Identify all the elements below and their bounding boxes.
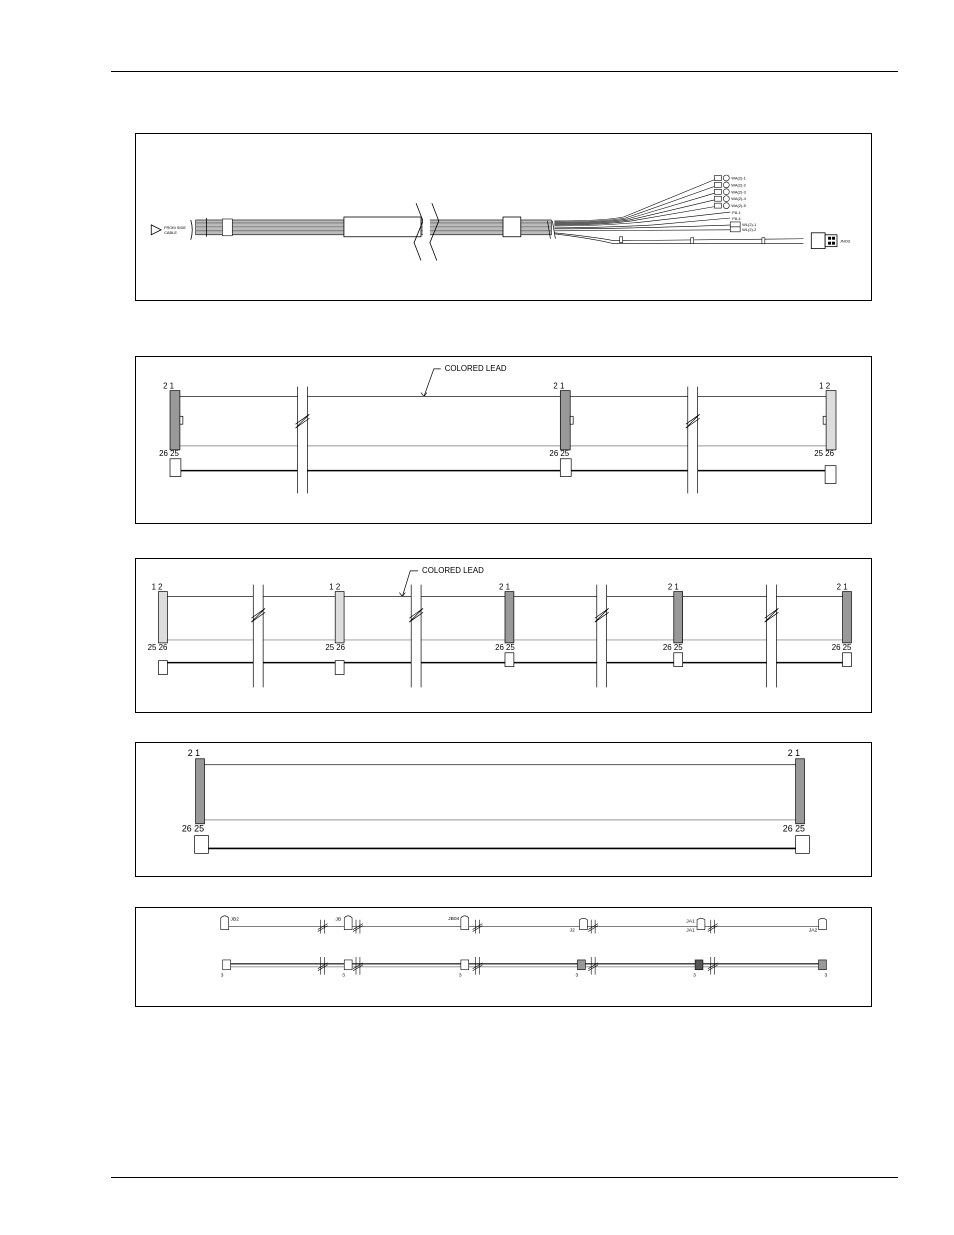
pin-label-right-bot: 26 25 xyxy=(782,823,805,834)
label-ja2: JA2 xyxy=(808,928,818,934)
end-label-6: P8-1 xyxy=(732,210,741,216)
pin-label-left-top: 2 1 xyxy=(187,747,201,758)
pin-label-left-top: 2 1 xyxy=(163,381,175,391)
harness-panel-1 xyxy=(135,133,872,301)
ribbon-drawing-3 xyxy=(136,559,871,712)
label-ja1-b: JA1 xyxy=(686,928,695,934)
harness-drawing-5 xyxy=(136,908,871,1006)
pin-label-mid-top: 2 1 xyxy=(553,381,565,391)
pin-label-right-top: 2 1 xyxy=(787,747,801,758)
pin-label-c4-top: 2 1 xyxy=(667,582,679,592)
pin-label-c1-bot: 25 26 xyxy=(147,642,168,652)
end-label-2: WA(2)-2 xyxy=(731,182,746,188)
harness-panel-2 xyxy=(135,356,872,524)
end-label-7: P8-4 xyxy=(732,215,741,221)
from-side-label-2: CABLE xyxy=(164,229,178,235)
connector-label: JNO3 xyxy=(839,238,851,244)
colored-lead-label: COLORED LEAD xyxy=(422,565,484,575)
header-rule xyxy=(111,71,898,72)
end-label-8: WL(2)-1 xyxy=(742,221,757,227)
harness-panel-5 xyxy=(135,907,872,1007)
label-jb04: JB04 xyxy=(448,916,460,922)
label-3-2: 3 xyxy=(342,973,346,979)
from-side-label: FROM SIDE xyxy=(164,224,186,230)
pin-label-c4-bot: 26 25 xyxy=(662,642,683,652)
end-label-5: WA(2)-5 xyxy=(731,203,746,209)
pin-label-right-top: 1 2 xyxy=(819,381,831,391)
label-j2: J2 xyxy=(569,928,575,934)
end-label-1: WA(2)-1 xyxy=(731,175,746,181)
end-label-9: WL(2)-2 xyxy=(742,226,757,232)
pin-label-right-bot: 25 26 xyxy=(814,448,835,458)
colored-lead-label: COLORED LEAD xyxy=(444,363,507,373)
pin-label-left-bot: 26 25 xyxy=(159,448,179,458)
label-3-5: 3 xyxy=(693,973,696,979)
pin-label-mid-bot: 26 25 xyxy=(549,448,570,458)
label-3-1: 3 xyxy=(220,973,224,979)
pin-label-c5-top: 2 1 xyxy=(836,582,848,592)
ribbon-drawing-4 xyxy=(136,743,871,876)
harness-drawing-1 xyxy=(136,134,871,300)
footer-rule xyxy=(111,1177,898,1178)
label-jb2: JB2 xyxy=(230,917,240,923)
harness-panel-3 xyxy=(135,558,872,713)
pin-label-c3-bot: 26 25 xyxy=(495,642,515,652)
pin-label-c2-top: 1 2 xyxy=(329,582,341,592)
label-3-6: 3 xyxy=(824,973,828,979)
harness-panel-4 xyxy=(135,742,872,877)
pin-label-c1-top: 1 2 xyxy=(151,582,163,592)
label-3-4: 3 xyxy=(575,973,579,979)
pin-label-c3-top: 2 1 xyxy=(499,582,511,592)
label-jb: JB xyxy=(335,917,342,923)
pin-label-c2-bot: 25 26 xyxy=(325,642,346,652)
pin-label-c5-bot: 26 25 xyxy=(831,642,852,652)
label-3-3: 3 xyxy=(458,973,462,979)
pin-label-left-bot: 26 25 xyxy=(181,823,205,834)
ribbon-drawing-2 xyxy=(136,357,871,523)
end-label-4: WA(2)-4 xyxy=(731,196,746,202)
end-label-3: WA(2)-3 xyxy=(731,189,746,195)
label-ja1-a: JA1 xyxy=(686,919,695,925)
